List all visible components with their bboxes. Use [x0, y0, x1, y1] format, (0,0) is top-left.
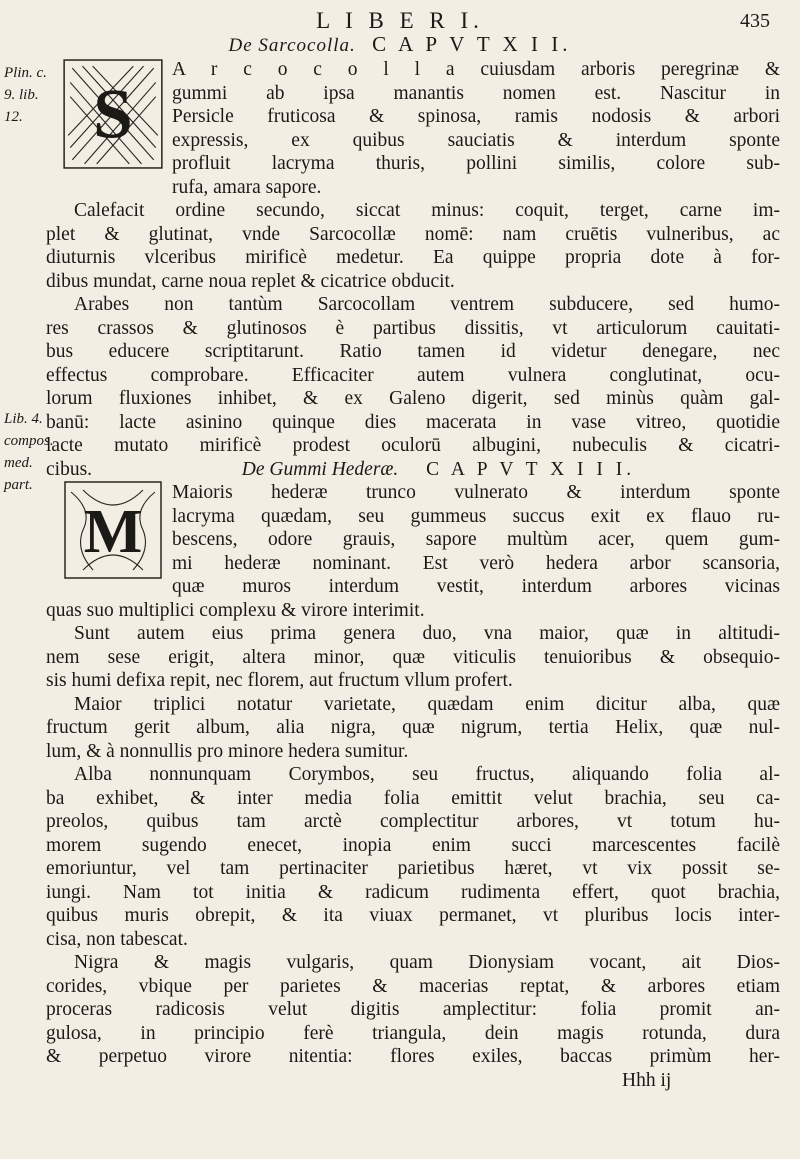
chapter-heading-sarcocolla	[0, 32, 800, 57]
margin-line: Plin. c.	[4, 65, 47, 81]
text-line: profluit lacryma thuris, pollini similis, colore sub-	[172, 153, 780, 174]
text-line: Arabes non tantùm Sarcocollam ventrem subducere, sed humo-	[74, 294, 780, 315]
text-line: Persicle fruticosa & spinosa, ramis nodosis & arbori	[172, 106, 780, 127]
text-line: quibus muris obrepit, & ita viuax permanet, vt pluribus locis inter-	[46, 905, 780, 926]
text-line: fructum gerit album, alia nigra, quæ nigrum, tertia Helix, quæ nul-	[46, 717, 780, 738]
paragraph-hedera-intro	[172, 481, 780, 575]
text-line: Calefacit ordine secundo, siccat minus: coquit, terget, carne im-	[74, 200, 780, 221]
text-line: A r c o c o l l a cuiusdam arboris peregrinæ &	[172, 59, 780, 80]
paragraph-sarcocolla-intro	[172, 58, 780, 199]
page-number: 435	[740, 10, 770, 32]
text-line: corides, vbique per parietes & macerias reptat, & arbores etiam	[46, 975, 780, 997]
text-line: gulosa, in principio ferè triangula, dein magis rotunda, dura	[46, 1022, 780, 1044]
text-line: iungi. Nam tot initia & radicum rudimenta effert, quot brachia,	[46, 881, 780, 903]
text-line: lorum fluxiones inhibet, & ex Galeno digerit, sed minùs quàm gal-	[46, 388, 780, 409]
margin-line: med.	[4, 455, 33, 471]
decorated-initial-s	[62, 58, 164, 170]
svg-text:S: S	[93, 74, 133, 154]
margin-line: 9. lib.	[4, 87, 39, 103]
running-title: L I B E R I.	[316, 8, 484, 33]
margin-line: Lib. 4.	[4, 411, 43, 427]
text-line: effectus comprobare. Efficaciter autem vulnera conglutinat, ocu-	[46, 364, 780, 386]
text-line: dibus mundat, carne noua replet & cicatrice obducit.	[46, 270, 455, 292]
ornament-m-icon	[62, 480, 164, 580]
text-line: lacryma quædam, seu gummeus succus exit ex flauo ru-	[172, 505, 780, 527]
chapter-subject: De Sarcocolla.	[228, 35, 356, 56]
text-line: quas suo multiplici complexu & virore interimit.	[46, 599, 425, 621]
text-line: Alba nonnunquam Corymbos, seu fructus, aliquando folia al-	[74, 764, 780, 785]
text-line: sis humi defixa repit, nec florem, aut fructum vllum profert.	[46, 670, 513, 691]
text-line: emoriuntur, vel tam pertinaciter parietibus hæret, vt vix possit se-	[46, 858, 780, 879]
margin-note-plinius	[4, 62, 54, 128]
text-line: ba exhibet, & inter media folia emittit velut brachia, seu ca-	[46, 787, 780, 809]
text-line: lacte mutato mirificè prodest oculorū albugini, nubeculis & cicatri-	[46, 435, 780, 456]
text-line: expressis, ex quibus sauciatis & interdum sponte	[172, 129, 780, 151]
chapter-heading-hedera	[46, 458, 780, 482]
text-line: res crassos & glutinosos è partibus dissitis, vt articulorum cauitati-	[46, 317, 780, 339]
text-line: Nigra & magis vulgaris, quam Dionysiam vocant, ait Dios-	[74, 952, 780, 973]
text-line: proceras radicosis velut digitis amplectitur: folia promit an-	[46, 999, 780, 1020]
text-line: gummi ab ipsa manantis nomen est. Nascitur in	[172, 82, 780, 104]
chapter-subject: De Gummi Hederæ.	[241, 458, 399, 480]
text-line: bescens, odore grauis, sapore multùm acer, quem gum-	[172, 529, 780, 550]
text-line: plet & glutinat, vnde Sarcocollæ nomē: nam cruētis vulneribus, ac	[46, 223, 780, 245]
margin-line: 12.	[4, 109, 23, 125]
signature-mark: Hhh ij	[622, 1069, 672, 1091]
decorated-initial-m	[62, 480, 164, 580]
text-line: lum, & à nonnullis pro minore hedera sumitur.	[46, 740, 409, 762]
text-line: Maioris hederæ trunco vulnerato & interdum sponte	[172, 482, 780, 503]
chapter-label: C A P V T X I I.	[372, 32, 572, 56]
text-line: Sunt autem eius prima genera duo, vna maior, quæ in altitudi-	[74, 623, 780, 644]
text-fragment: cibus.	[46, 458, 93, 480]
text-line: Maior triplici notatur varietate, quædam enim dicitur alba, quæ	[74, 693, 780, 715]
svg-text:M: M	[83, 498, 143, 566]
text-line: bus educere scriptitarunt. Ratio tamen id videtur denegare, nec	[46, 341, 780, 362]
chapter-label: C A P V T X I I I.	[426, 458, 636, 480]
paragraph-sarcocolla-virtues	[46, 199, 780, 481]
paragraph-hedera-body	[46, 575, 780, 1092]
text-line: cisa, non tabescat.	[46, 928, 188, 950]
ornament-s-icon	[62, 58, 164, 170]
text-line: morem sugendo enecet, inopia enim succi marcescentes facilè	[46, 834, 780, 856]
text-line: rufa, amara sapore.	[172, 176, 322, 198]
text-line: banū: lacte asinino quinque dies macerata in vase vitreo, quotidie	[46, 411, 780, 433]
text-line: & perpetuo virore nitentia: flores exiles, baccas primùm her-	[46, 1046, 780, 1067]
text-line: nem sese erigit, altera minor, quæ viticulis tenuioribus & obsequio-	[46, 646, 780, 668]
margin-line: part.	[4, 477, 33, 493]
text-line: diuturnis vlceribus mirificè medetur. Ea quippe propria dote à for-	[46, 247, 780, 268]
text-line: mi hederæ nominant. Est verò hedera arbor scansoria,	[172, 552, 780, 574]
margin-line: compos.	[4, 433, 54, 449]
text-line: preolos, quibus tam arctè complectitur arbores, vt totum hu-	[46, 811, 780, 832]
text-line: quæ muros interdum vestit, interdum arbores vicinas	[172, 576, 780, 597]
